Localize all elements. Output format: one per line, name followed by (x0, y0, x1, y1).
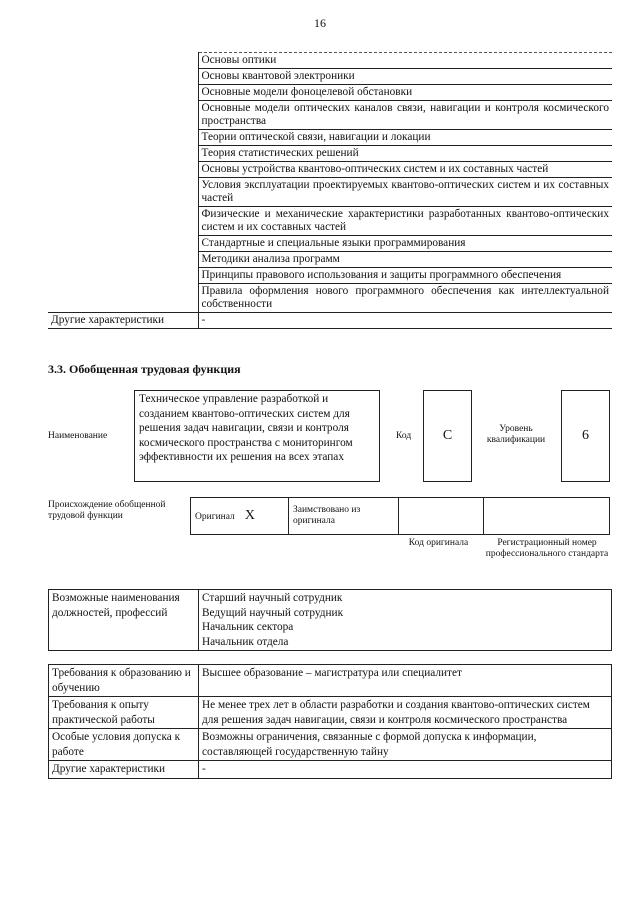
positions-label: Возможные наименования должностей, профессий (49, 590, 199, 651)
page-number: 16 (314, 16, 326, 30)
code-label: Код (396, 431, 412, 441)
requirement-label: Другие характеристики (49, 761, 199, 779)
qualification-level-box: 6 (561, 390, 610, 482)
knowledge-item: Стандартные и специальные языки программирования (198, 236, 612, 252)
requirement-label: Требования к образованию и обучению (49, 665, 199, 697)
knowledge-item: Основные модели фоноцелевой обстановки (198, 85, 612, 101)
original-code-cell (399, 498, 484, 535)
requirement-value: Не менее трех лет в области разработки и создания квантово-оптических систем для решения задач навигации, связи и контроля космического пространства (199, 697, 612, 729)
knowledge-item: Основы устройства квантово-оптических систем и их составных частей (198, 162, 612, 178)
origin-table (190, 497, 610, 535)
requirement-value: Возможны ограничения, связанные с формой допуска к информации, составляющей государственную тайну (199, 729, 612, 761)
requirement-row (49, 729, 612, 761)
knowledge-row (48, 268, 612, 284)
knowledge-row (48, 236, 612, 252)
knowledge-row (48, 53, 612, 69)
knowledge-item: Основы квантовой электроники (198, 69, 612, 85)
knowledge-row (48, 130, 612, 146)
position-item: Ведущий научный сотрудник (202, 606, 344, 619)
other-characteristics-value: - (198, 313, 612, 329)
function-name-box: Техническое управление разработкой и созданием квантово-оптических систем для решения задач навигации, связи и контроля космического пространства с мониторингом эффективности их решения на всех этапах (134, 390, 380, 482)
knowledge-row (48, 162, 612, 178)
original-label: Оригинал (195, 511, 235, 522)
positions-list (199, 590, 612, 651)
knowledge-table (48, 52, 612, 329)
knowledge-item: Условия эксплуатации проектируемых квантово-оптических систем и их составных частей (198, 178, 612, 207)
other-characteristics-row (48, 313, 612, 329)
knowledge-item: Теории оптической связи, навигации и локации (198, 130, 612, 146)
knowledge-row (48, 146, 612, 162)
knowledge-item: Основы оптики (198, 53, 612, 69)
knowledge-item: Теория статистических решений (198, 146, 612, 162)
requirement-value: Высшее образование – магистратура или специалитет (199, 665, 612, 697)
requirement-value: - (199, 761, 612, 779)
requirement-row (49, 697, 612, 729)
original-code-caption: Код оригинала (408, 538, 469, 548)
knowledge-row (48, 69, 612, 85)
knowledge-row (48, 85, 612, 101)
code-value-box: C (423, 390, 472, 482)
borrowed-label: Заимствовано из оригинала (289, 498, 399, 535)
requirement-row (49, 761, 612, 779)
position-item: Начальник отдела (202, 635, 289, 648)
position-item: Начальник сектора (202, 621, 294, 633)
knowledge-item: Принципы правового использования и защиты программного обеспечения (198, 268, 612, 284)
requirement-label: Особые условия допуска к работе (49, 729, 199, 761)
knowledge-row (48, 252, 612, 268)
knowledge-row (48, 207, 612, 236)
registration-number-cell (484, 498, 610, 535)
qualification-level-label: Уровень квалификации (486, 424, 546, 445)
knowledge-row (48, 101, 612, 130)
knowledge-item: Физические и механические характеристики разработанных квантово-оптических систем и их составных частей (198, 207, 612, 236)
origin-label: Происхождение обобщенной трудовой функции (48, 500, 166, 521)
section-heading: 3.3. Обобщенная трудовая функция (48, 362, 241, 376)
position-item: Старший научный сотрудник (202, 592, 343, 604)
knowledge-item: Методики анализа программ (198, 252, 612, 268)
requirement-label: Требования к опыту практической работы (49, 697, 199, 729)
other-characteristics-label: Другие характеристики (48, 313, 198, 329)
knowledge-item: Правила оформления нового программного обеспечения как интеллектуальной собственности (198, 284, 612, 313)
requirements-table (48, 664, 612, 779)
knowledge-item: Основные модели оптических каналов связи, навигации и контроля космического пространства (198, 101, 612, 130)
requirement-row (49, 665, 612, 697)
origin-original-cell (191, 498, 289, 535)
knowledge-row (48, 284, 612, 313)
knowledge-row (48, 178, 612, 207)
positions-table (48, 589, 612, 651)
name-label: Наименование (48, 431, 108, 441)
original-mark: X (244, 507, 255, 523)
registration-number-caption: Регистрационный номер профессионального стандарта (485, 538, 609, 559)
